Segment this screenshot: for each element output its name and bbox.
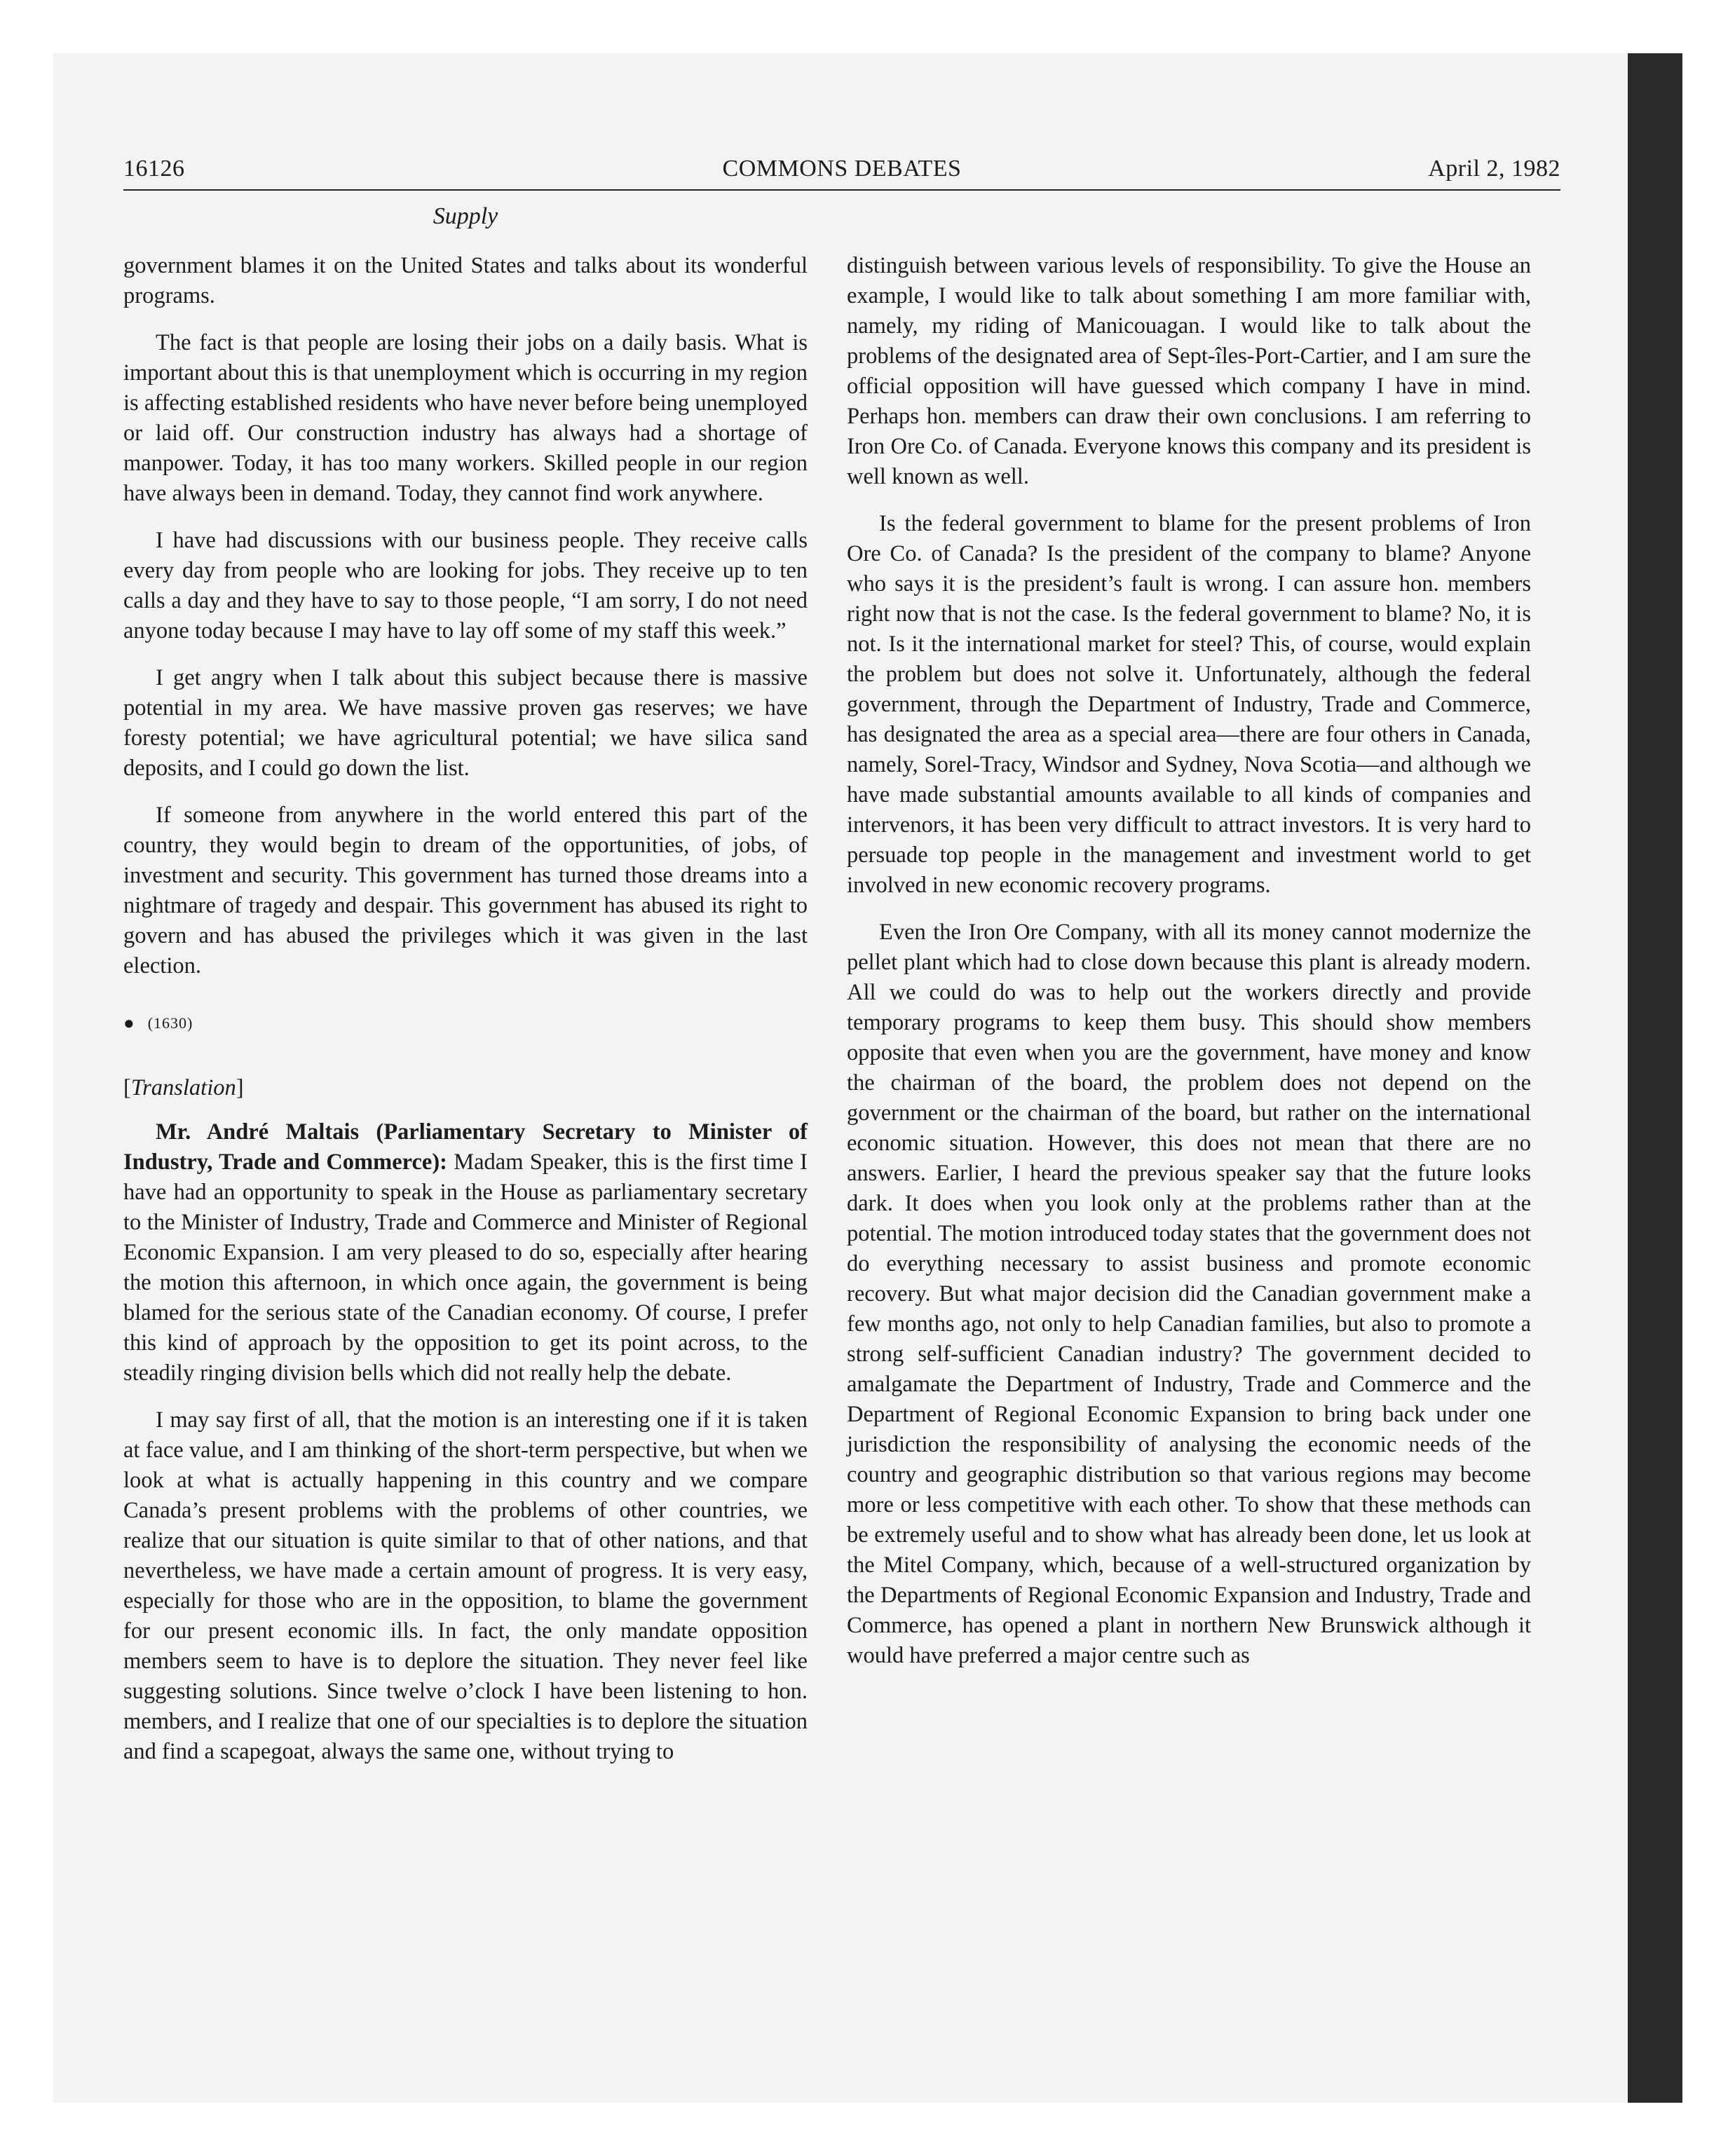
bullet-icon: ●: [123, 1013, 135, 1033]
paragraph: The fact is that people are losing their jobs on a daily basis. What is important about this is that unemployment which is occurring in my region is affecting established residents who have never before being unemployed or laid off. Our construction industry has always had a shortage of manpower. Today, it has too many workers. Skilled people in our region have always been in demand. Today, they cannot find work anywhere.: [123, 330, 808, 506]
paragraph: If someone from anywhere in the world entered this part of the country, they would begin to dream of the opportunities, of jobs, of investment and security. This government has turned those dreams into a nightmare of tragedy and despair. This government has abused its right to govern and has abused the privileges which it was given in the last election.: [123, 803, 808, 978]
paragraph: I may say first of all, that the motion is an interesting one if it is taken at face value, and I am thinking of the short-term perspective, but when we look at what is actually happening in this country and we compare Canada’s present problems with the problems of other countries, we realize that our situation is quite similar to that of other nations, and that nevertheless, we have made a certain amount of progress. It is very easy, especially for those who are in the opposition, to blame the government for our present economic ills. In fact, the only mandate opposition members seem to have is to deplore the situation. They never feel like suggesting solutions. Since twelve o’clock I have been listening to hon. members, and I realize that one of our specialties is to deplore the situation and find a scapegoat, always the same one, without trying to: [123, 1407, 808, 1764]
paragraph: distinguish between various levels of responsibility. To give the House an example, I would like to talk about something I am more familiar with, namely, my riding of Manicouagan. I would like to talk about the problems of the designated area of Sept-îles-Port-Cartier, and I am sure the official opposition will have guessed which company I have in mind. Perhaps hon. members can draw their own conclusions. I am referring to Iron Ore Co. of Canada. Everyone knows this company and its president is well known as well.: [847, 253, 1531, 489]
time-marker: [123, 1008, 808, 1038]
paragraph: government blames it on the United States and talks about its wonderful programs.: [123, 253, 808, 308]
page-number: 16126: [123, 156, 185, 182]
translation-text: Translation: [130, 1075, 236, 1100]
speaker-name: Mr. André Maltais (Parliamentary Secretary to Minister of Industry, Trade and Commerce):: [123, 1119, 808, 1175]
binding-edge: [1628, 53, 1682, 2103]
time-marker-text: (1630): [147, 1014, 193, 1032]
translation-label: [Translation]: [123, 1075, 244, 1100]
header-rule: [123, 189, 1560, 191]
speaker-paragraph: [123, 1117, 808, 1389]
paragraph: Even the Iron Ore Company, with all its money cannot modernize the pellet plant which had to close down because this plant is already modern. All we could do was to help out the workers directly and provide temporary programs to keep them busy. This should show members opposite that even when you are the government, have money and know the chairman of the board, the problem does not depend on the government or the chairman of the board, but rather on the international economic situation. However, this does not mean that there are no answers. Earlier, I heard the previous speaker say that the future looks dark. It does when you look only at the problems rather than at the potential. The motion introduced today states that the government does not do everything necessary to assist business and promote economic recovery. But what major decision did the Canadian government make a few months ago, not only to help Canadian families, but also to promote a strong self-sufficient Canadian industry? The government decided to amalgamate the Department of Industry, Trade and Commerce and the Department of Regional Economic Expansion to bring back under one jurisdiction the responsibility of analysing the economic needs of the country and geographic distribution so that various regions may become more or less competitive with each other. To show that these methods can be extremely useful and to show what has already been done, let us look at the Mitel Company, which, because of a well-structured organization by the Departments of Regional Economic Expansion and Industry, Trade and Commerce, has opened a plant in northern New Brunswick although it would have preferred a major centre such as: [847, 920, 1531, 1668]
right-column: [847, 251, 1531, 1688]
publication-title: COMMONS DEBATES: [722, 156, 962, 182]
section-heading: Supply: [433, 203, 498, 229]
paragraph: I get angry when I talk about this subject because there is massive potential in my area. We have massive proven gas reserves; we have foresty potential; we have agricultural potential; we have silica sand deposits, and I could go down the list.: [123, 665, 808, 781]
paragraph: Is the federal government to blame for the present problems of Iron Ore Co. of Canada? Is the president of the company to blame? Anyone who says it is the president’s fault is wrong. I can assure hon. members right now that is not the case. Is the federal government to blame? No, it is not. Is it the international market for steel? This, of course, would explain the problem but does not solve it. Unfortunately, although the federal government, through the Department of Industry, Trade and Commerce, has designated the area as a special area—there are four others in Canada, namely, Sorel-Tracy, Windsor and Sydney, Nova Scotia—and although we have made substantial amounts available to all kinds of companies and intervenors, it has been very difficult to attract investors. It is very hard to persuade top people in the management and investment world to get involved in new economic recovery programs.: [847, 511, 1531, 898]
left-column: [123, 251, 808, 1784]
page-header: [123, 156, 1560, 189]
publication-date: April 2, 1982: [1428, 156, 1560, 182]
paragraph: I have had discussions with our business people. They receive calls every day from people who are looking for jobs. They receive up to ten calls a day and they have to say to those people, “I am sorry, I do not need anyone today because I may have to lay off some of my staff this week.”: [123, 528, 808, 643]
speech-text: Madam Speaker, this is the first time I have had an opportunity to speak in the House as parliamentary secretary to the Minister of Industry, Trade and Commerce and Minister of Regional Economic Expansion. I am very pleased to do so, especially after hearing the motion this afternoon, in which once again, the government is being blamed for the serious state of the Canadian economy. Of course, I prefer this kind of approach by the opposition to get its point across, to the steadily ringing division bells which did not really help the debate.: [123, 1149, 808, 1386]
